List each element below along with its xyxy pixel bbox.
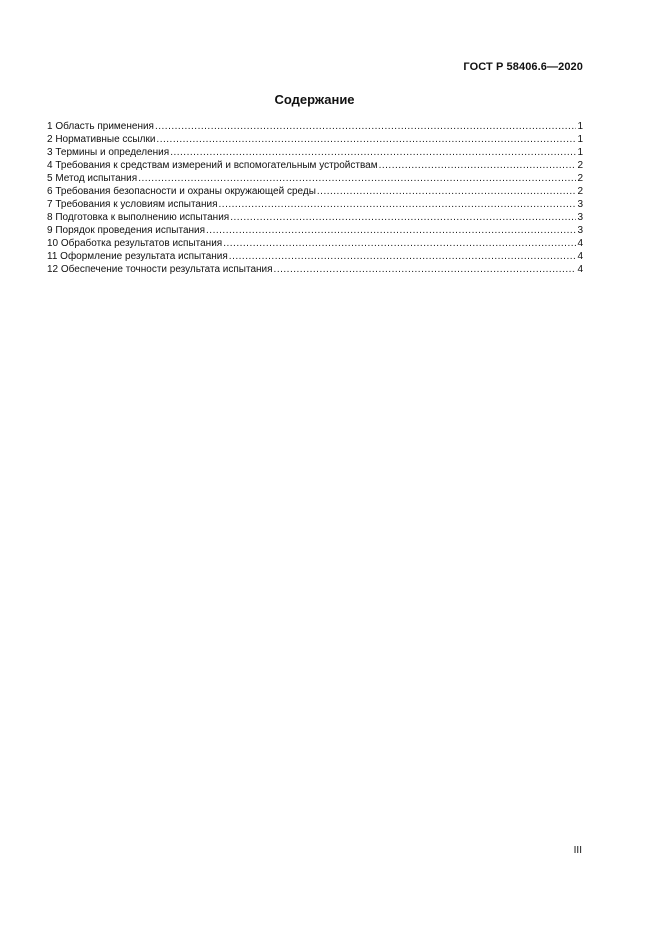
toc-item-page: 1 xyxy=(577,134,583,145)
toc-item[interactable] xyxy=(47,120,583,133)
toc-item-label: 2 Нормативные ссылки xyxy=(47,134,156,145)
toc-leader-dots xyxy=(206,224,576,237)
toc-item-page: 1 xyxy=(577,147,583,158)
toc-item-page: 2 xyxy=(577,160,583,171)
toc-leader-dots xyxy=(229,250,577,263)
toc-item-page: 4 xyxy=(577,238,583,249)
toc-item[interactable] xyxy=(47,211,583,224)
toc-leader-dots xyxy=(317,185,577,198)
toc-item-page: 3 xyxy=(577,225,583,236)
toc-item-page: 4 xyxy=(577,264,583,275)
toc-item-label: 1 Область применения xyxy=(47,121,154,132)
document-code: ГОСТ Р 58406.6—2020 xyxy=(463,61,583,73)
toc-leader-dots xyxy=(155,120,576,133)
toc-item[interactable] xyxy=(47,237,583,250)
toc-item[interactable] xyxy=(47,185,583,198)
toc-item-label: 6 Требования безопасности и охраны окружающей среды xyxy=(47,186,316,197)
toc-item-label: 4 Требования к средствам измерений и вспомогательным устройствам xyxy=(47,160,378,171)
toc-leader-dots xyxy=(156,133,576,146)
toc-leader-dots xyxy=(170,146,576,159)
toc-item[interactable] xyxy=(47,133,583,146)
toc-item-label: 7 Требования к условиям испытания xyxy=(47,199,218,210)
toc-item-label: 8 Подготовка к выполнению испытания xyxy=(47,212,230,223)
toc-item-label: 3 Термины и определения xyxy=(47,147,170,158)
toc-leader-dots xyxy=(274,263,577,276)
toc-item-label: 5 Метод испытания xyxy=(47,173,138,184)
toc-item-page: 3 xyxy=(577,199,583,210)
toc-item-label: 10 Обработка результатов испытания xyxy=(47,238,223,249)
toc-leader-dots xyxy=(219,198,577,211)
toc-item-label: 12 Обеспечение точности результата испытания xyxy=(47,264,273,275)
toc-item-page: 2 xyxy=(577,186,583,197)
toc-leader-dots xyxy=(230,211,576,224)
toc-item[interactable] xyxy=(47,172,583,185)
toc-item[interactable] xyxy=(47,198,583,211)
toc-item-page: 3 xyxy=(577,212,583,223)
toc-item-page: 1 xyxy=(577,121,583,132)
toc-title: Содержание xyxy=(274,92,355,107)
toc-item-label: 11 Оформление результата испытания xyxy=(47,251,228,262)
toc-leader-dots xyxy=(223,237,576,250)
toc-item-page: 2 xyxy=(577,173,583,184)
toc-item[interactable] xyxy=(47,159,583,172)
page-number: III xyxy=(573,845,582,856)
toc-item[interactable] xyxy=(47,146,583,159)
table-of-contents xyxy=(47,120,583,276)
toc-leader-dots xyxy=(138,172,576,185)
toc-item[interactable] xyxy=(47,250,583,263)
toc-item[interactable] xyxy=(47,263,583,276)
toc-leader-dots xyxy=(379,159,577,172)
toc-item-label: 9 Порядок проведения испытания xyxy=(47,225,206,236)
toc-item-page: 4 xyxy=(577,251,583,262)
toc-item[interactable] xyxy=(47,224,583,237)
